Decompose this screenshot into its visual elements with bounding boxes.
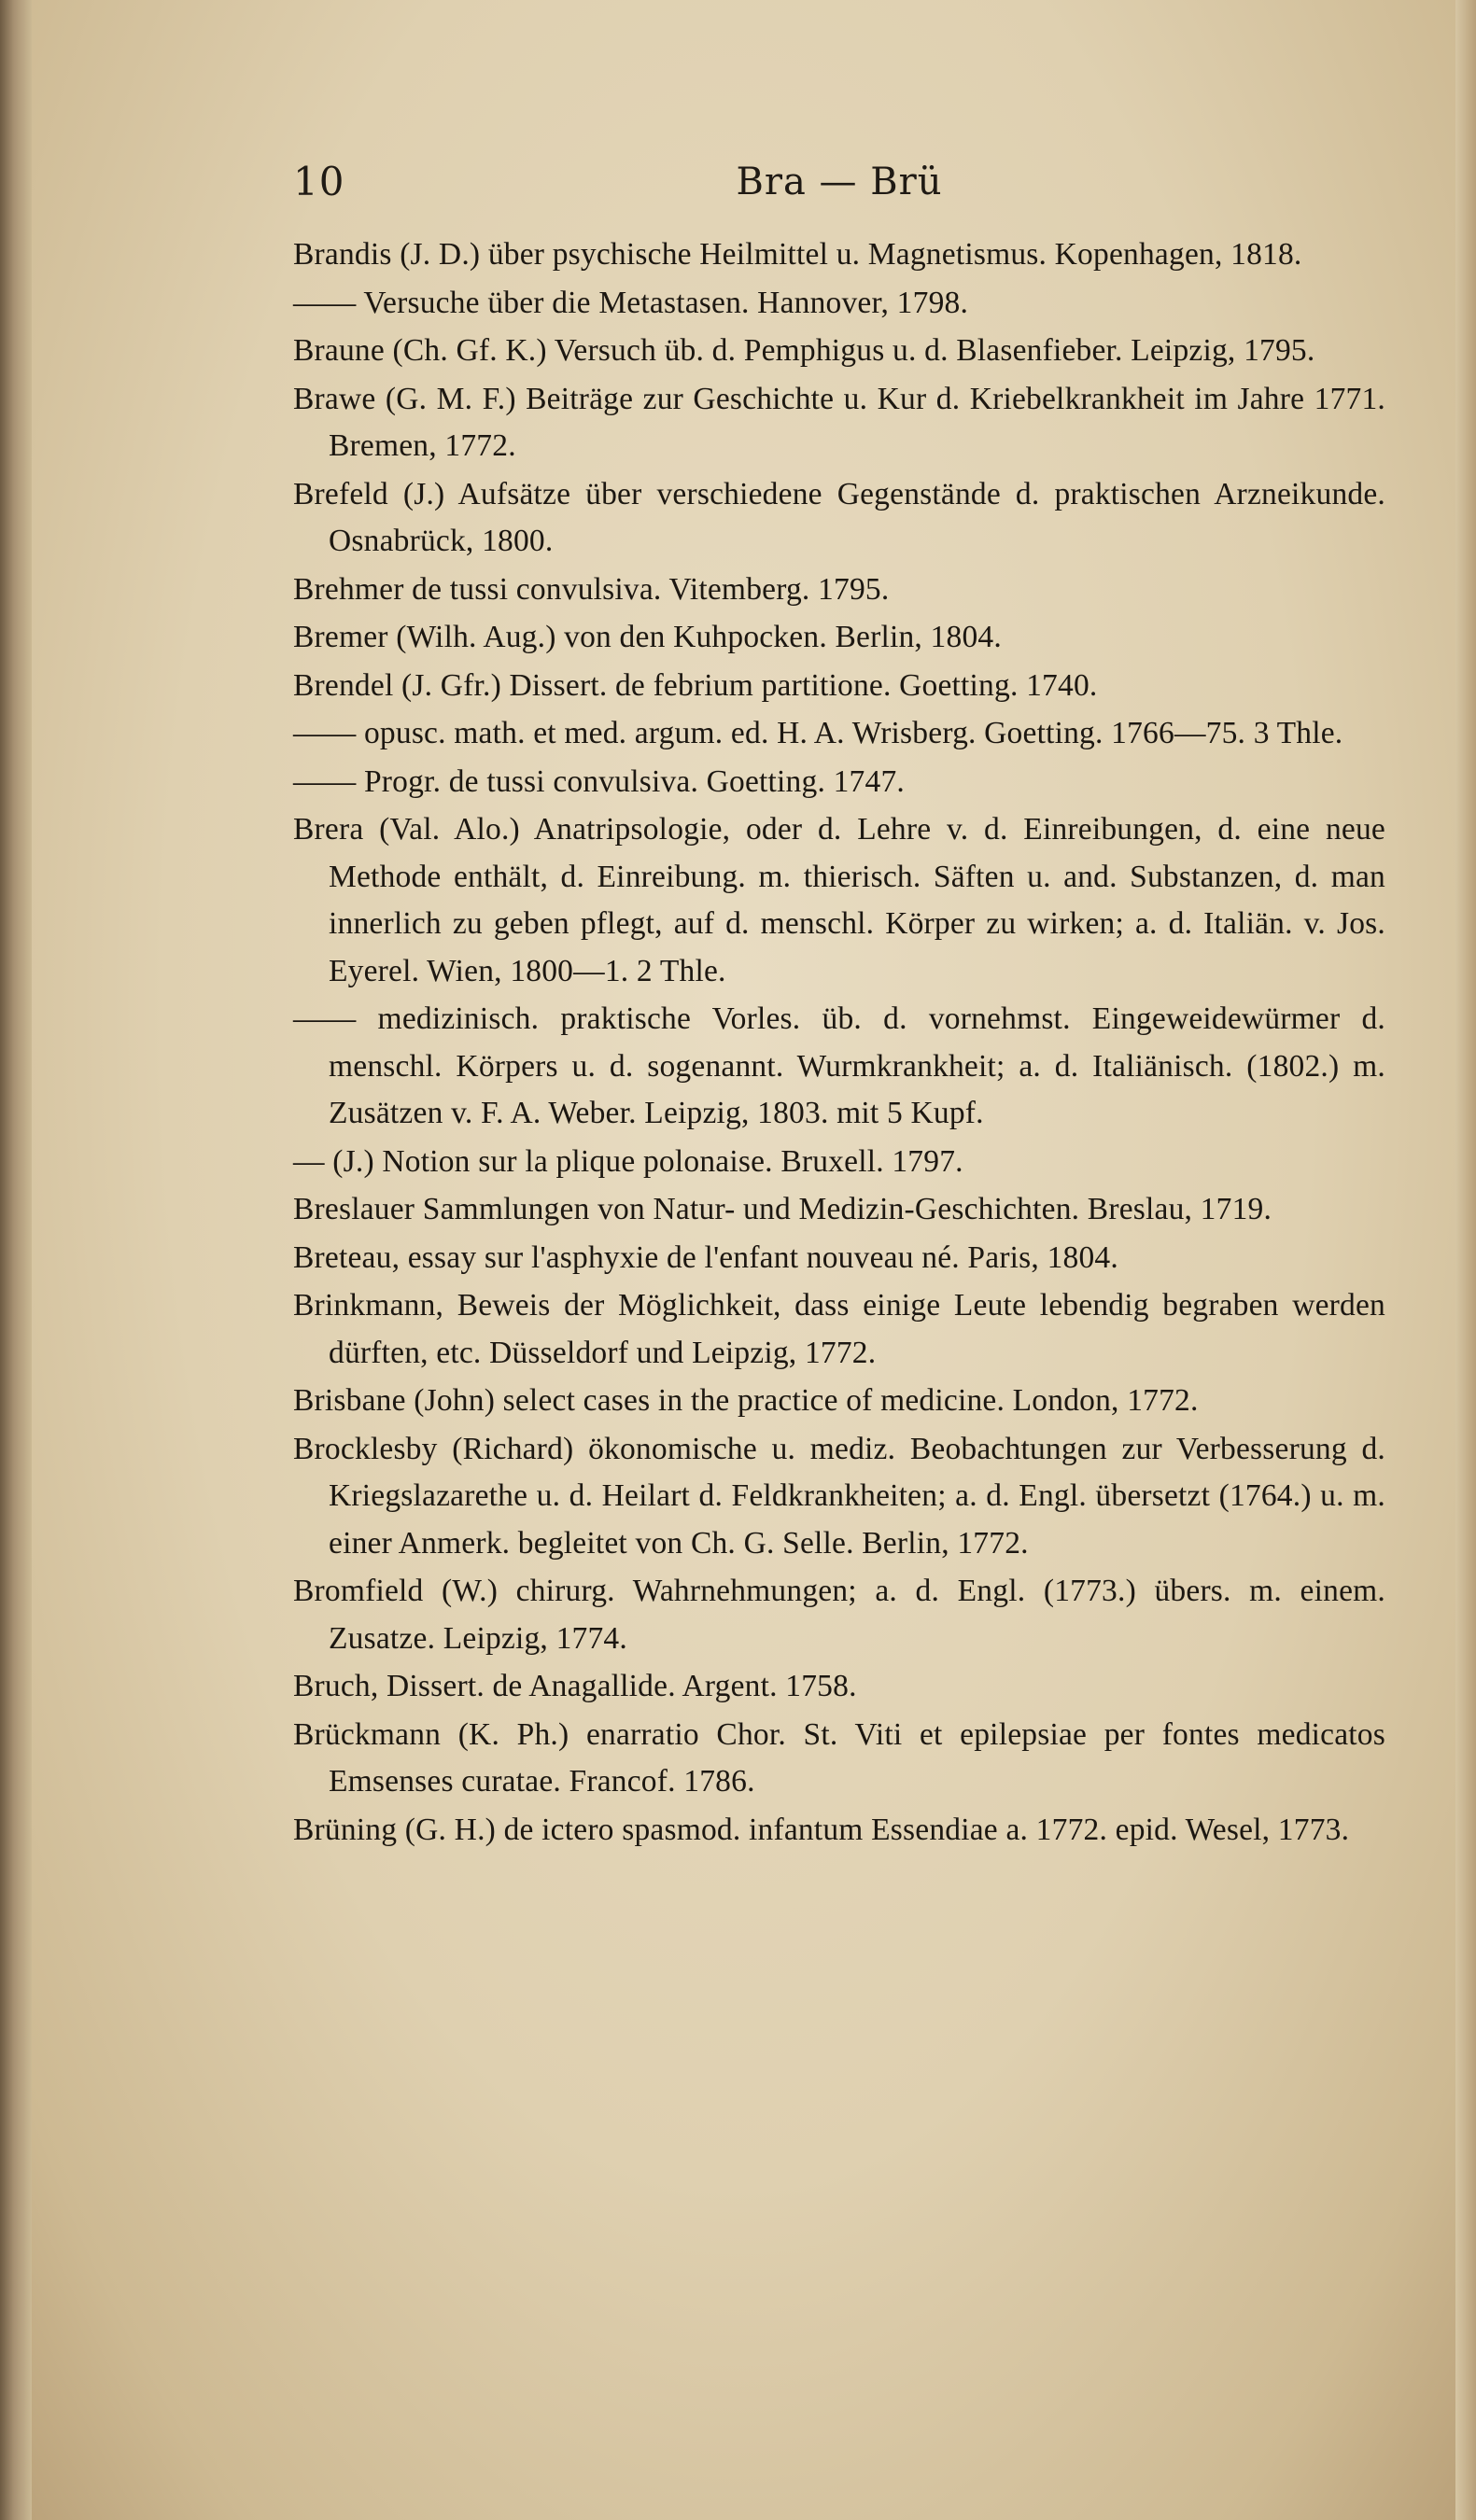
page-number: 10 (293, 159, 345, 204)
entry-text: Brefeld (J.) Aufsätze über verschiedene Gegenstände d. praktischen Arzneikunde. Osnabrück, 1800. (293, 476, 1385, 558)
entry-text: Bremer (Wilh. Aug.) von den Kuhpocken. Berlin, 1804. (293, 620, 1002, 654)
page-header (293, 159, 1385, 215)
entry-text: Bromfield (W.) chirurg. Wahrnehmungen; a. d. Engl. (1773.) übers. m. einem. Zusatze. Leipzig, 1774. (293, 1574, 1385, 1656)
entry-text: —— opusc. math. et med. argum. ed. H. A. Wrisberg. Goetting. 1766—75. 3 Thle. (293, 716, 1343, 750)
bibliography-entry (293, 806, 1385, 995)
bibliography-entry (293, 663, 1385, 710)
page-binding-edge (0, 0, 32, 2520)
bibliography-entry (293, 471, 1385, 566)
entry-text: Braune (Ch. Gf. K.) Versuch üb. d. Pemphigus u. d. Blasenfieber. Leipzig, 1795. (293, 333, 1315, 368)
bibliography-entry (293, 1186, 1385, 1234)
entry-text: Brinkmann, Beweis der Möglichkeit, dass einige Leute lebendig begraben werden dürften, etc. Düsseldorf und Leipzig, 1772. (293, 1288, 1385, 1370)
page-outer-edge (1455, 0, 1476, 2520)
bibliography-entry (293, 231, 1385, 279)
entry-text: Brisbane (John) select cases in the practice of medicine. London, 1772. (293, 1383, 1199, 1418)
entry-text: Brehmer de tussi convulsiva. Vitemberg. 1795. (293, 571, 890, 607)
bibliography-entry (293, 1378, 1385, 1425)
entry-text: —— Versuche über die Metastasen. Hannover, 1798. (293, 285, 969, 320)
bibliography-entry (293, 1568, 1385, 1662)
bibliography-entry (293, 759, 1385, 806)
entry-text: —— Progr. de tussi convulsiva. Goetting. 1747. (293, 763, 905, 799)
bibliography-entry (293, 1235, 1385, 1282)
entry-text: Brandis (J. D.) über psychische Heilmittel u. Magnetismus. Kopenhagen, 1818. (293, 237, 1302, 272)
bibliography-entry (293, 328, 1385, 375)
entry-text: — (J.) Notion sur la plique polonaise. Bruxell. 1797. (293, 1143, 963, 1179)
entry-text: Brendel (J. Gfr.) Dissert. de febrium partitione. Goetting. 1740. (293, 667, 1098, 703)
entry-text: Brocklesby (Richard) ökonomische u. mediz. Beobachtungen zur Verbesserung d. Kriegslazarethe u. d. Heilart d. Feldkrankheiten; a. d. Engl. übersetzt (1764.) u. m. einer Anmerk. begleitet von Ch. G. Selle. Berlin, 1772. (293, 1431, 1385, 1561)
entry-text: Brera (Val. Alo.) Anatripsologie, oder d. Lehre v. d. Einreibungen, d. eine neue Methode enthält, d. Einreibung. m. thierisch. Säften u. and. Substanzen, d. man innerlich zu geben pflegt, auf d. menschl. Körper zu wirken; a. d. Italiän. v. Jos. Eyerel. Wien, 1800—1. 2 Thle. (293, 812, 1385, 988)
entry-text: Breteau, essay sur l'asphyxie de l'enfant nouveau né. Paris, 1804. (293, 1239, 1118, 1275)
bibliography-entry (293, 1807, 1385, 1855)
entry-text: Breslauer Sammlungen von Natur- und Medizin-Geschichten. Breslau, 1719. (293, 1192, 1272, 1226)
entry-text: Brüning (G. H.) de ictero spasmod. infantum Essendiae a. 1772. epid. Wesel, 1773. (293, 1812, 1350, 1847)
bibliography-entry (293, 376, 1385, 470)
bibliography-entry (293, 1426, 1385, 1568)
entry-text: Bruch, Dissert. de Anagallide. Argent. 1758. (293, 1669, 857, 1703)
bibliography-entry (293, 280, 1385, 328)
bibliography-entry (293, 710, 1385, 758)
bibliography-entry (293, 1282, 1385, 1377)
entry-text: Brawe (G. M. F.) Beiträge zur Geschichte u. Kur d. Kriebelkrankheit im Jahre 1771. Bremen, 1772. (293, 381, 1385, 463)
running-head: Bra — Brü (736, 161, 943, 203)
bibliography-entry (293, 614, 1385, 662)
bibliography-list (293, 231, 1385, 1855)
entry-text: —— medizinisch. praktische Vorles. üb. d. vornehmst. Eingeweidewürmer d. menschl. Körpers u. d. sogenannt. Wurmkrankheit; a. d. Italiänisch. (1802.) m. Zusätzen v. F. A. Weber. Leipzig, 1803. mit 5 Kupf. (293, 1001, 1385, 1130)
bibliography-entry (293, 996, 1385, 1138)
bibliography-entry (293, 1712, 1385, 1806)
entry-text: Brückmann (K. Ph.) enarratio Chor. St. Viti et epilepsiae per fontes medicatos Emsenses curatae. Francof. 1786. (293, 1716, 1385, 1799)
bibliography-entry (293, 1139, 1385, 1186)
bibliography-entry (293, 567, 1385, 614)
bibliography-entry (293, 1663, 1385, 1711)
